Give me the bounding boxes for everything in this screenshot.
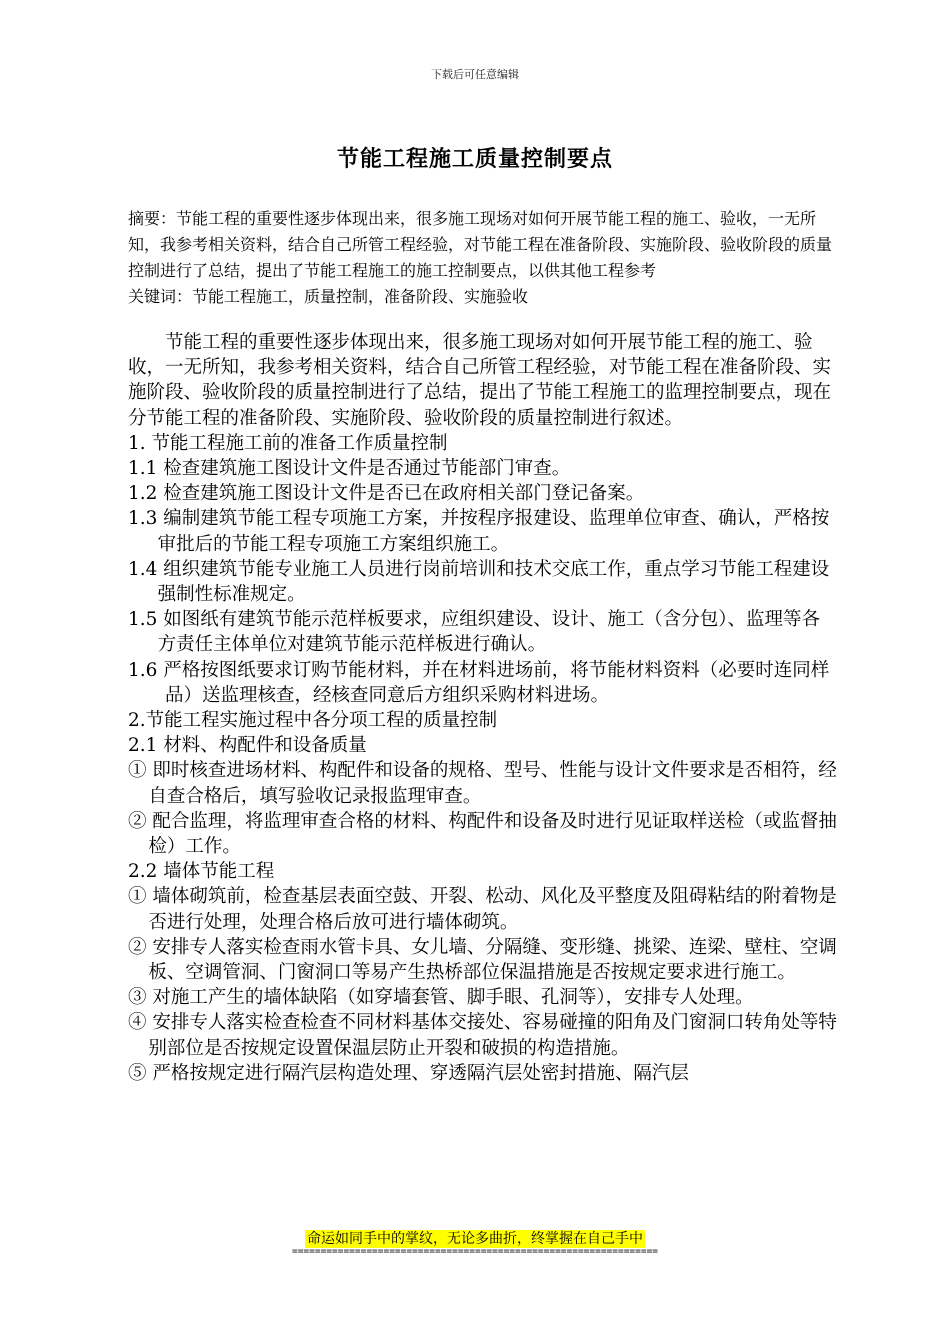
section-1-item: 1.1 检查建筑施工图设计文件是否通过节能部门审查。 — [128, 458, 571, 480]
keywords-text: 关键词：节能工程施工，质量控制，准备阶段、实施验收 — [128, 287, 529, 306]
section-1-heading: 1. 节能工程施工前的准备工作质量控制 — [128, 432, 448, 454]
section-1-item: 1.3 编制建筑节能工程专项施工方案，并按程序报建设、监理单位审查、确认，严格按审批后的节能工程专项施工方案组织施工。 — [128, 508, 830, 555]
subsection-2-1-heading: 2.1 材料、构配件和设备质量 — [128, 735, 367, 757]
footer-motto: 命运如同手中的掌纹，无论多曲折，终掌握在自己手中 — [307, 1231, 643, 1247]
abstract-block — [128, 206, 840, 310]
subsection-2-2-item: ④ 安排专人落实检查检查不同材料基体交接处、容易碰撞的阳角及门窗洞口转角处等特别部位是否按规定设置保温层防止开裂和破损的构造措施。 — [128, 1012, 837, 1059]
abstract-text: 摘要：节能工程的重要性逐步体现出来，很多施工现场对如何开展节能工程的施工、验收，一无所知，我参考相关资料，结合自己所管工程经验，对节能工程在准备阶段、实施阶段、验收阶段的质量控制进行了总结，提出了节能工程施工的施工控制要点，以供其他工程参考 — [128, 209, 833, 280]
section-1-item: 1.6 严格按图纸要求订购节能材料，并在材料进场前，将节能材料资料（必要时连同样品）送监理核查，经核查同意后方组织采购材料进场。 — [128, 659, 830, 706]
section-1-item: 1.2 检查建筑施工图设计文件是否已在政府相关部门登记备案。 — [128, 483, 645, 505]
subsection-2-2-item: ② 安排专人落实检查雨水管卡具、女儿墙、分隔缝、变形缝、挑梁、连梁、壁柱、空调板、空调管洞、门窗洞口等易产生热桥部位保温措施是否按规定要求进行施工。 — [128, 936, 837, 984]
body-text — [128, 330, 838, 1086]
header-note: 下载后可任意编辑 — [431, 68, 519, 81]
section-1-item: 1.4 组织建筑节能专业施工人员进行岗前培训和技术交底工作，重点学习节能工程建设强制性标准规定。 — [128, 558, 830, 606]
subsection-2-2-item: ① 墙体砌筑前，检查基层表面空鼓、开裂、松动、风化及平整度及阻碍粘结的附着物是否进行处理，处理合格后放可进行墙体砌筑。 — [128, 886, 837, 933]
intro-paragraph: 节能工程的重要性逐步体现出来，很多施工现场对如何开展节能工程的施工、验收，一无所知，我参考相关资料，结合自己所管工程经验，对节能工程在准备阶段、实施阶段、验收阶段的质量控制进行了总结，提出了节能工程施工的监理控制要点，现在分节能工程的准备阶段、实施阶段、验收阶段的质量控制进行叙述。 — [128, 332, 832, 429]
subsection-2-1-item: ② 配合监理，将监理审查合格的材料、构配件和设备及时进行见证取样送检（或监督抽检）工作。 — [128, 810, 837, 858]
subsection-2-2-heading: 2.2 墙体节能工程 — [128, 861, 275, 883]
footer-banner — [0, 1228, 950, 1248]
subsection-2-2-item: ⑤ 严格按规定进行隔汽层构造处理、穿透隔汽层处密封措施、隔汽层 — [128, 1062, 689, 1084]
document-title: 节能工程施工质量控制要点 — [336, 146, 613, 172]
subsection-2-2-item: ③ 对施工产生的墙体缺陷（如穿墙套管、脚手眼、孔洞等），安排专人处理。 — [128, 987, 754, 1009]
section-2-heading: 2.节能工程实施过程中各分项工程的质量控制 — [128, 710, 498, 732]
subsection-2-1-item: ① 即时核查进场材料、构配件和设备的规格、型号、性能与设计文件要求是否相符，经自查合格后，填写验收记录报监理审查。 — [128, 760, 837, 807]
footer-divider: ================================================================ — [291, 1246, 659, 1257]
section-1-item: 1.5 如图纸有建筑节能示范样板要求，应组织建设、设计、施工（含分包）、监理等各方责任主体单位对建筑节能示范样板进行确认。 — [128, 609, 821, 656]
